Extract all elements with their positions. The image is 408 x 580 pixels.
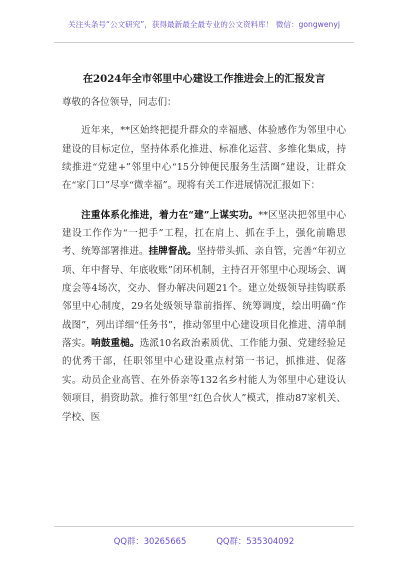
document-title: 在2024年全市邻里中心建设工作推进会上的汇报发言 (82, 73, 326, 85)
subpoint-heading-1: 挂牌督战。 (148, 246, 197, 258)
footer (0, 535, 408, 547)
document-body (62, 94, 346, 427)
subpoint-heading-2: 响鼓重槌。 (91, 338, 140, 350)
footer-qq-group-1: QQ群：30265665 (113, 536, 187, 546)
intro-paragraph: 近年来，**区始终把提升群众的幸福感、体验感作为邻里中心建设的目标定位，坚持体系化推进、标准化运营、多维化集成，持续推进“党建+”邻里中心“15分钟便民服务生活圈”建设，让群众在“家门口”尽享“微幸福”。现将有关工作进展情况汇报如下： (62, 125, 346, 192)
header-divider (54, 42, 354, 43)
salutation: 尊敬的各位领导，同志们： (62, 97, 177, 108)
footer-qq-group-2: QQ群：535304092 (216, 536, 295, 546)
footer-divider (54, 526, 354, 527)
section-heading: 注重体系化推进，着力在“建”上谋实功。 (81, 209, 259, 221)
header-note: 关注头条号“公文研究”，获得最新最全最专业的公文资料库！ 微信：gongwenyj (68, 20, 340, 29)
section-paragraph (62, 207, 346, 427)
subpoint-text-1: 坚持带头抓、亲自管，完善“年初立项、年中督导、年底收账”闭环机制，主持召开邻里中心现场会、调度会等4场次，交办、督办解决问题21个。建立处级领导挂钩联系邻里中心制度，29名处级领导靠前指挥、统筹调度，绘出明确“作战图”，列出详细“任务书”，推动邻里中心建设项目化推进、清单制落实。 (62, 246, 346, 350)
section-text: **区坚决把邻里中心建设工作作为“一把手”工程，扛在肩上、抓在手上，强化前瞻思考、统筹部署推进。 (62, 209, 347, 258)
subpoint-text-2: 选派10名政治素质优、工作能力强、党建经验足的优秀干部，任职邻里中心建设重点村第一书记，抓推进、促落实。动员企业高管、在外侨亲等132名乡村能人为邻里中心建设认领项目，捐资助款。推行邻里“红色合伙人”模式，推动87家机关、学校、医 (62, 338, 347, 423)
